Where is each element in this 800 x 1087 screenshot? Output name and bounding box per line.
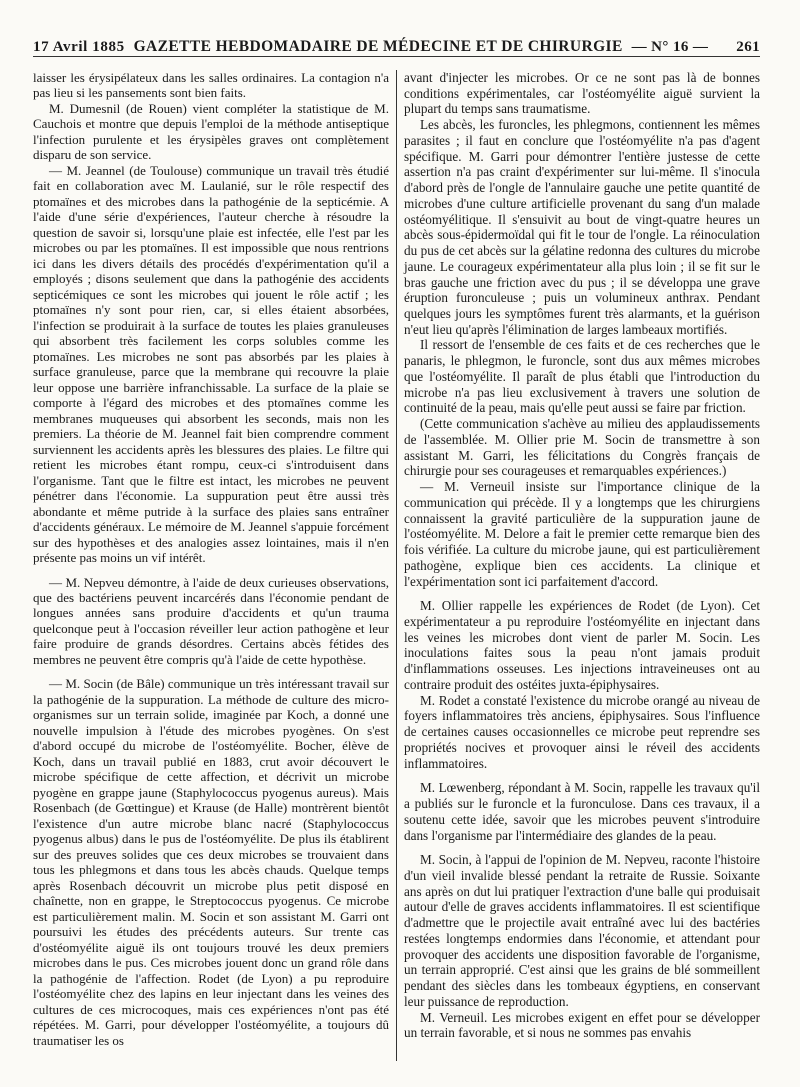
- article-columns: [33, 70, 760, 1061]
- paragraph: M. Lœwenberg, répondant à M. Socin, rappelle les travaux qu'il a publiés sur le furoncle et la furonculose. Dans ces travaux, il a soutenu cette idée, savoir que les microbes peuvent s'introduire dans l'organisme par l'intermédiaire des glandes de la peau.: [404, 780, 760, 843]
- paragraph: laisser les érysipélateux dans les salles ordinaires. La contagion n'a pas lieu si les pansements sont bien faits.: [33, 70, 389, 101]
- header-title: GAZETTE HEBDOMADAIRE DE MÉDECINE ET DE CHIRURGIE: [133, 38, 623, 55]
- paragraph: M. Rodet a constaté l'existence du microbe orangé au niveau de foyers inflammatoires très anciens, épiphysaires. Sous l'influence de certaines causes occasionnelles ce microbe peut reprendre ses propriétés nocives et provoquer ainsi le réveil des accidents inflammatoires.: [404, 692, 760, 771]
- paragraph: Il ressort de l'ensemble de ces faits et de ces recherches que le panaris, le phlegmon, le furoncle, sont dus aux mêmes microbes que l'ostéomyélite. Il paraît de plus établi que l'introduction du microbe n'a pas lieu exclusivement à travers une solution de continuité de la peau, mais qu'elle peut aussi se faire par friction.: [404, 337, 760, 416]
- paragraph: — M. Verneuil insiste sur l'importance clinique de la communication qui précède. Il y a longtemps que les chirurgiens connaissent la gravité particulière de la suppuration jaune de l'ostéomyélite. M. Delore a fait le premier cette remarque bien des fois vérifiée. La culture du microbe jaune, qui est particulièrement pathogène, explique bien ces accidents. La clinique et l'expérimentation sont ici parfaitement d'accord.: [404, 479, 760, 589]
- paragraph: Les abcès, les furoncles, les phlegmons, contiennent les mêmes parasites ; il faut en conclure que l'ostéomyélite n'a pas d'agent spécifique. M. Garri pour démontrer l'entière justesse de cette assertion n'a pas craint d'expérimenter sur lui-même. Il s'inocula d'abord près de l'ongle de l'annulaire gauche une petite quantité de microbes d'une culture artificielle provenant du sang d'un malade ostéomyélitique. Il s'ensuivit au bout de vingt-quatre heures un abcès sous-épidermoïdal qui fit le tour de l'ongle. La réinoculation du pus de cet abcès sur la gélatine redonna des cultures du microbe jaune. Le courageux expérimentateur alla plus loin ; il se fit sur le bras gauche une friction avec du pus ; il se développa une grave éruption furonculeuse ; puis un volumineux anthrax. Pendant quelques jours les symptômes furent très alarmants, et la guérison n'eut lieu qu'après l'élimination de larges lambeaux mortifiés.: [404, 117, 760, 337]
- paragraph: — M. Socin (de Bâle) communique un très intéressant travail sur la pathogénie de la suppuration. La méthode de culture des micro-organismes sur un terrain solide, imaginée par Koch, a donné une nouvelle impulsion à l'étude des microbes pyogènes. On s'est d'abord occupé du microbe de l'ostéomyélite. Bocher, élève de Koch, dans un travail publié en 1883, crut avoir découvert le microbe spécifique de cette affection, et décrivit un microbe pyogène en grappe jaune (Staphylococcus pyogenus aureus). Mais Rosenbach (de Gœttingue) et Krause (de Halle) montrèrent bientôt l'existence d'un autre microbe blanc nacré (Staphylococcus pyogenus albus) dans le pus de l'ostéomyélite. De plus ils établirent sur des preuves solides que ces deux microbes se trouvaient dans tous les phlegmons et dans tous les abcès chauds. Quelque temps après Rosenbach découvrit un microbe plus petit disposé en chaînette, non en grappe, le Streptococcus pyogenus. Ce microbe est particulièrement malin. M. Socin et son assistant M. Garri ont poursuivi les études des précédents auteurs. Sur trente cas d'ostéomyélite aiguë ils ont toujours trouvé les deux premiers microbes dans le pus. Ces microbes jouent donc un grand rôle dans la pathogénie de l'affection. Rodet (de Lyon) a pu reproduire l'ostéomyélite chez des lapins en leur injectant dans les veines des cultures de ces microcoques, mais ces expériences n'ont pas été répétées. M. Garri, pour développer l'ostéomyélite, a toujours dû traumatiser les os: [33, 676, 389, 1048]
- paragraph: M. Socin, à l'appui de l'opinion de M. Nepveu, raconte l'histoire d'un vieil invalide blessé pendant la retraite de Russie. Soixante ans après on dut lui pratiquer l'extraction d'une balle qui produisait autour d'elle de graves accidents inflammatoires. Il est scientifique d'admettre que le projectile avait entraîné avec lui des bactéries restées longtemps endormies dans l'économie, et attendant pour provoquer des accidents une disposition favorable de l'organisme, un terrain approprié. C'est ainsi que les grains de blé sommeillent pendant des siècles dans les tombeaux égyptiens, en conservant leur puissance de reproduction.: [404, 852, 760, 1009]
- column-divider: [396, 70, 397, 1061]
- header-page-number: 261: [736, 39, 760, 55]
- running-header: [33, 26, 760, 57]
- paragraph: avant d'injecter les microbes. Or ce ne sont pas là de bonnes conditions expérimentales, car l'ostéomyélite aiguë survient la plupart du temps sans traumatisme.: [404, 70, 760, 117]
- paragraph: — M. Nepveu démontre, à l'aide de deux curieuses observations, que des bactériens peuvent incarcérés dans l'économie pendant de longues années sans produire d'accidents et qu'un trauma quelconque peut à l'occasion réveiller leur action pathogène et leur faire produire de grands désordres. Certains abcès fétides des membres ne peuvent être compris qu'à l'aide de cette hypothèse.: [33, 574, 389, 667]
- paragraph: (Cette communication s'achève au milieu des applaudissements de l'assemblée. M. Ollier prie M. Socin de transmettre à son assistant M. Garri, les félicitations du Congrès français de chirurgie pour ses courageuses et remarquables expériences.): [404, 416, 760, 479]
- header-issue-number: — N° 16 —: [631, 39, 709, 55]
- header-date: 17 Avril 1885: [33, 39, 125, 55]
- paragraph: M. Verneuil. Les microbes exigent en effet pour se développer un terrain favorable, et si nous ne sommes pas envahis: [404, 1009, 760, 1041]
- right-column: [404, 70, 760, 1061]
- paragraph: M. Ollier rappelle les expériences de Rodet (de Lyon). Cet expérimentateur a pu reproduire l'ostéomyélite en injectant dans les veines les microbes dont vient de parler M. Socin. Les inoculations faites sous la peau n'ont jamais produit d'inflammations osseuses. Les injections intraveineuses ont au contraire produit des ostéites juxta-épiphysaires.: [404, 598, 760, 692]
- left-column: [33, 70, 389, 1061]
- paragraph: M. Dumesnil (de Rouen) vient compléter la statistique de M. Cauchois et montre que depuis l'emploi de la méthode antiseptique l'infection purulente et les érysipèles graves ont complètement disparu de son service.: [33, 100, 389, 163]
- paragraph: — M. Jeannel (de Toulouse) communique un travail très étudié fait en collaboration avec M. Laulanié, sur le rôle respectif des ptomaïnes et des microbes dans la pathogénie de la septicémie. A l'aide d'une série d'expériences, l'auteur cherche à résoudre la question de savoir si, lorsqu'une plaie est infectée, elle l'est par les microbes ou par les ptomaïnes. Il est impossible que nous rentrions ici dans les divers détails des procédés d'expérimentation qu'il a employés ; disons seulement que dans la pathogénie des accidents septicémiques ce sont les microbes qui jouent le rôle actif ; les ptomaïnes n'y sont pour rien, car, si elles étaient absorbées, l'infection se produirait à la surface de toutes les plaies granuleuses qui absorbent très facilement les corps solubles comme les ptomaïnes. Les microbes ne sont pas absorbés par les plaies à surface granuleuse, parce que la membrane qui recouvre la plaie leur oppose une barrière infranchissable. La surface de la plaie se comporte à l'égard des microbes et des ptomaïnes comme les membranes muqueuses qui absorbent les seconds, mais non les premiers. La théorie de M. Jeannel fait bien comprendre comment surviennent les accidents après les blessures des plaies. Le filtre qui retient les microbes étant rompu, ceux-ci s'introduisent dans l'organisme. Tant que le filtre est intact, les microbes ne peuvent pénétrer dans l'économie. La suppuration peut être aussi très abondante et même putride à la surface des plaies sans entraîner d'accidents généraux. Le mémoire de M. Jeannel s'appuie forcément sur des hypothèses et des analogies assez lointaines, mais il n'en présente pas moins un vif intérêt.: [33, 162, 389, 566]
